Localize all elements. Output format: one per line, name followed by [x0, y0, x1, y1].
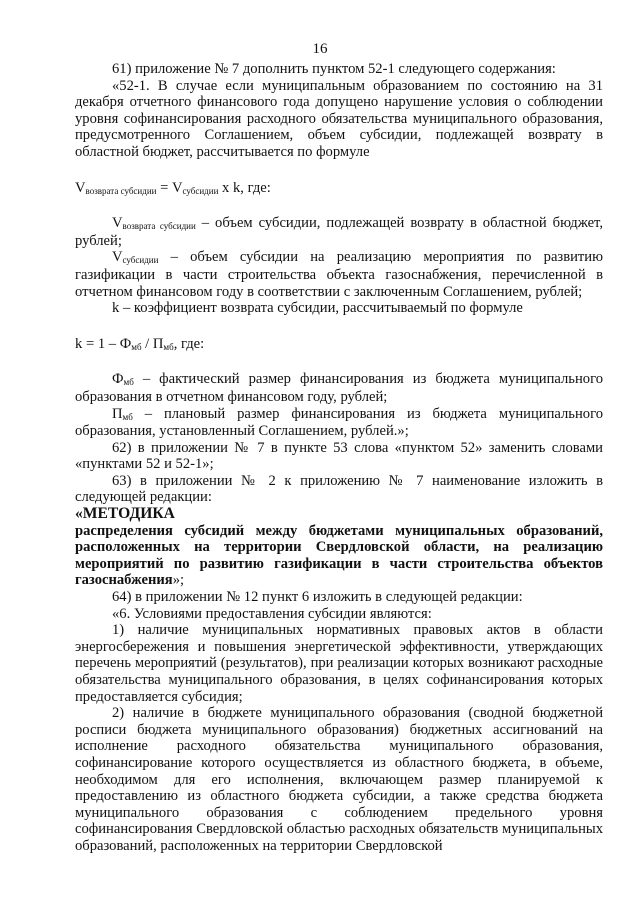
methodology-subtitle-close: »;: [172, 572, 185, 589]
formula-subscript: мб: [163, 341, 174, 352]
definition-text: – объем субсидии на реализацию мероприятия по развитию газификации в части строительства объекта газоснабжения, перечисленной в отчетном финансовом году в соответствии с заключенным Соглашением, рублей;: [75, 249, 603, 300]
definition-v-return: [75, 215, 603, 249]
definition-f-mb: [75, 371, 603, 405]
definition-symbol: V: [112, 215, 123, 232]
definition-text: – плановый размер финансирования из бюджета муниципального образования, установленный Соглашением, рублей.»;: [75, 405, 603, 440]
methodology-subtitle: [75, 523, 603, 589]
definition-subscript: возврата субсидии: [122, 221, 196, 232]
paragraph-item-52-1: «52-1. В случае если муниципальным образованием по состоянию на 31 декабря отчетного финансового года допущено нарушение условия о соблюдении уровня софинансирования расходного обязательства муниципального образования, предусмотренного Соглашением, объем субсидии, подлежащей возврату в областной бюджет, рассчитывается по формуле: [75, 77, 603, 160]
formula-return-volume: [75, 180, 603, 198]
definition-symbol: П: [112, 405, 123, 422]
definition-k: k – коэффициент возврата субсидии, рассчитываемый по формуле: [112, 300, 523, 317]
definition-v-subsidy: [75, 249, 603, 300]
definition-symbol: V: [112, 249, 123, 266]
paragraph-item-6-2: 2) наличие в бюджете муниципального образования (сводной бюджетной росписи бюджета муниципального образования) бюджетных ассигнований на исполнение расходного обязательства муниципального образования, софинансирование которого осуществляется из областного бюджета, в объеме, необходимом для его исполнения, включающем размер планируемой к предоставлению из областного бюджета субсидии, а также средства бюджета муниципального образования с соблюдением предельного уровня софинансирования Свердловской областью расходных обязательств муниципальных образований, расположенных на территории Свердловской: [75, 705, 603, 854]
definition-text: – объем субсидии, подлежащей возврату в областной бюджет, рублей;: [75, 215, 603, 249]
paragraph-item-6: «6. Условиями предоставления субсидии являются:: [112, 605, 432, 622]
formula-start: k = 1 – Ф: [75, 335, 132, 352]
methodology-title: «МЕТОДИКА: [75, 505, 175, 523]
definition-text: – фактический размер финансирования из бюджета муниципального образования в отчетном финансовом году, рублей;: [75, 371, 603, 405]
formula-symbol: V: [75, 179, 86, 196]
definition-subscript: мб: [122, 411, 133, 422]
paragraph-item-64: 64) в приложении № 12 пункт 6 изложить в следующей редакции:: [112, 589, 523, 606]
formula-subscript: мб: [131, 341, 142, 352]
formula-subscript: субсидии: [182, 185, 219, 196]
formula-coefficient: [75, 336, 603, 354]
paragraph-item-6-1: 1) наличие муниципальных нормативных правовых актов в области энергосбережения и повышения энергетической эффективности, утверждающих перечень мероприятий (результатов), при реализации которых возникают расходные обязательства муниципального образования, в целях софинансирования которых предоставляется субсидия;: [75, 622, 603, 705]
formula-tail: x k, где:: [218, 179, 271, 196]
formula-mid: / П: [141, 335, 164, 352]
formula-subscript: возврата субсидии: [85, 185, 157, 196]
page-number: 16: [312, 41, 328, 57]
paragraph-item-61: 61) приложение № 7 дополнить пунктом 52-1 следующего содержания:: [112, 61, 556, 77]
definition-subscript: субсидии: [122, 255, 159, 266]
formula-operator: =: [156, 179, 172, 196]
definition-subscript: мб: [123, 377, 134, 388]
formula-tail: , где:: [173, 335, 205, 352]
paragraph-item-63: 63) в приложении № 2 к приложению № 7 наименование изложить в следующей редакции:: [75, 472, 603, 506]
definition-p-mb: [75, 406, 603, 440]
formula-symbol: V: [171, 179, 183, 196]
definition-symbol: Ф: [112, 371, 124, 388]
document-body: [75, 61, 603, 855]
paragraph-item-62: 62) в приложении № 7 в пункте 53 слова «пунктом 52» заменить словами «пунктами 52 и 52-1»;: [75, 439, 603, 473]
methodology-subtitle-text: распределения субсидий между бюджетами муниципальных образований, расположенных на территории Свердловской области, на реализацию мероприятий по развитию газификации в части строительства объектов газоснабжения: [75, 522, 603, 589]
